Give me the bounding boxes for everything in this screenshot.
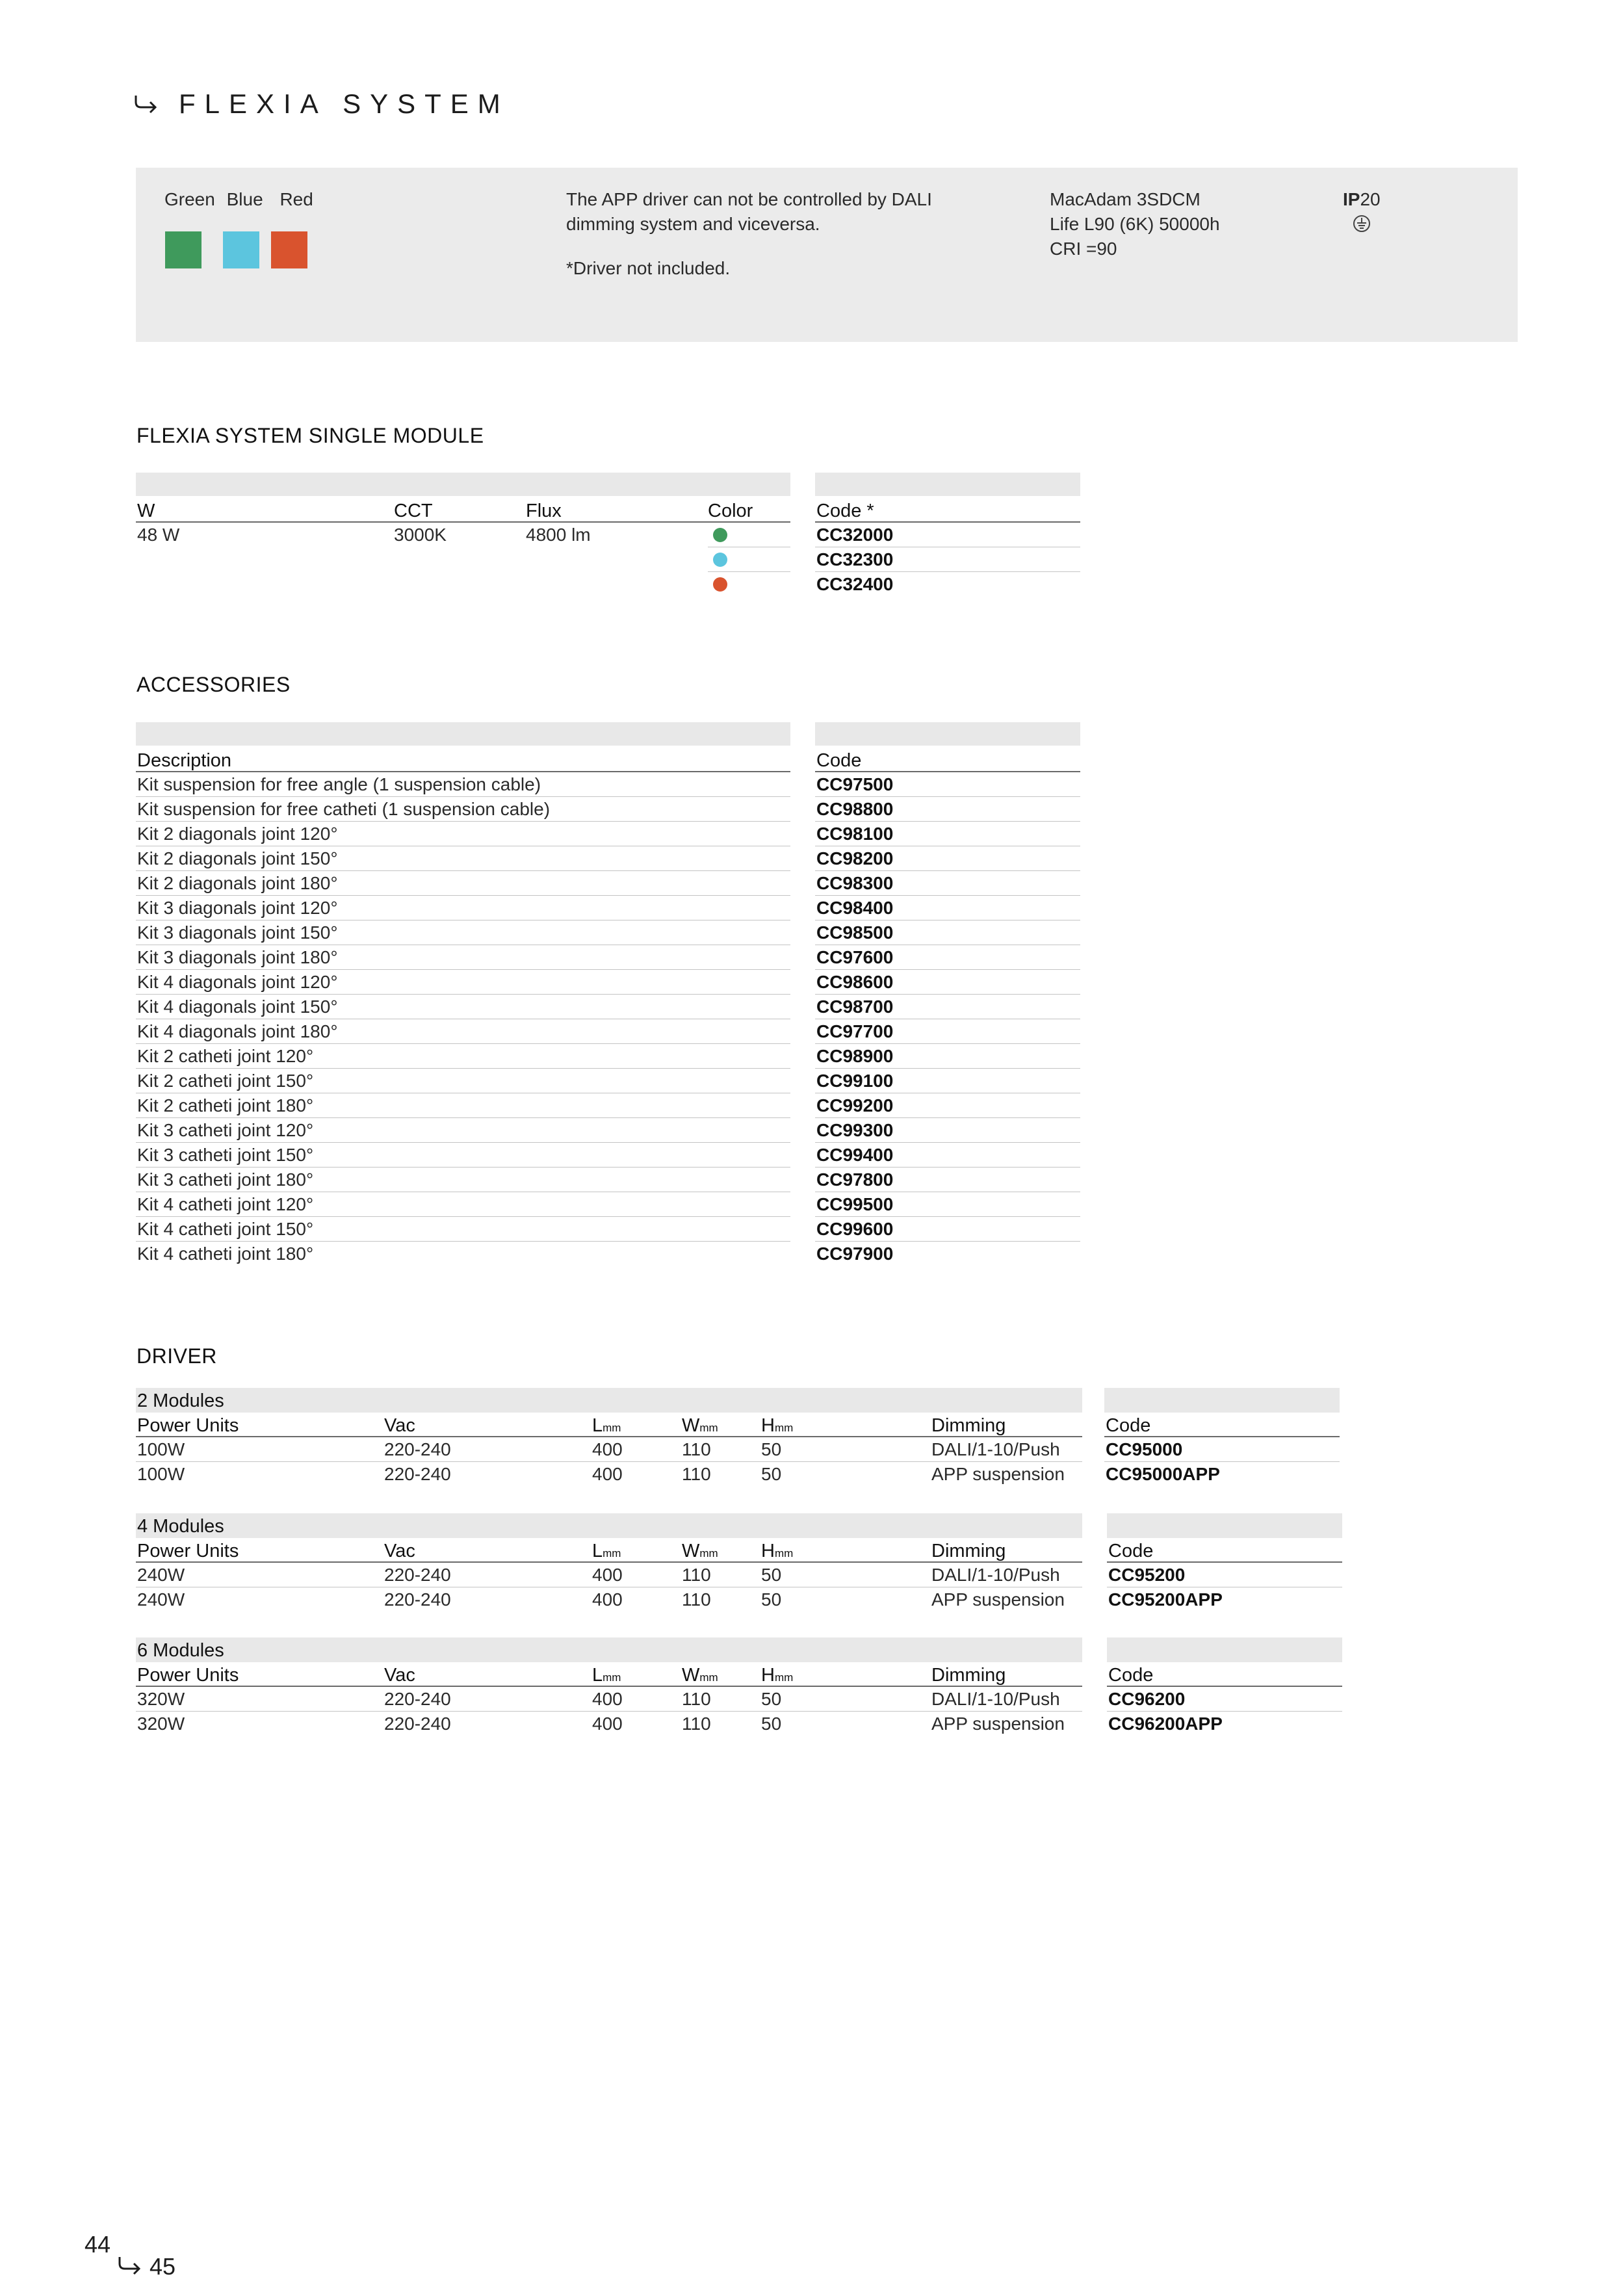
code-cell: CC32400 [816, 574, 894, 594]
code-cell: CC98600 [815, 970, 1080, 995]
cell-h: 50 [761, 1589, 782, 1610]
page-title: FLEXIA SYSTEM [179, 88, 510, 119]
cell-dimming: DALI/1-10/Push [931, 1565, 1060, 1585]
color-dots [708, 523, 790, 597]
cell-power: 100W [137, 1439, 185, 1459]
table-row: Kit suspension for free angle (1 suspension cable) [136, 772, 790, 797]
table-row: Kit 4 diagonals joint 120° [136, 970, 790, 995]
code-cell: CC98800 [815, 797, 1080, 822]
unit-label: mm [603, 1422, 621, 1434]
code-cell: CC96200 [1107, 1687, 1342, 1712]
info-panel [136, 168, 1518, 342]
cell-h: 50 [761, 1464, 782, 1484]
single-module-code-bar [815, 473, 1080, 496]
cell-vac: 220-240 [384, 1439, 451, 1459]
code-cell: CC95200 [1107, 1563, 1342, 1587]
cell-vac: 220-240 [384, 1714, 451, 1734]
cell-w: 110 [682, 1439, 711, 1459]
code-cell: CC95000 [1104, 1437, 1340, 1462]
swatch-blue [223, 231, 259, 268]
code-cell: CC98700 [815, 995, 1080, 1019]
code-cell: CC97500 [815, 772, 1080, 797]
light-specs: MacAdam 3SDCM Life L90 (6K) 50000h CRI =90 [1050, 189, 1220, 259]
single-module-bar [136, 473, 790, 496]
cell-power: 320W [137, 1714, 185, 1734]
header-w-letter: W [682, 1665, 700, 1686]
code-cell: CC95200APP [1108, 1589, 1223, 1610]
header-vac: Vac [384, 1541, 415, 1561]
table-row: Kit 3 catheti joint 150° [136, 1143, 790, 1168]
code-header: Code [1107, 1662, 1342, 1687]
code-cell: CC98100 [815, 822, 1080, 846]
cell-l: 400 [592, 1565, 623, 1585]
page-number-left: 44 [84, 2231, 111, 2258]
header-vac: Vac [384, 1415, 415, 1436]
cell-w: 110 [682, 1714, 711, 1734]
unit-label: mm [774, 1671, 794, 1684]
header-power: Power Units [137, 1541, 239, 1561]
table-row [136, 1712, 1082, 1736]
code-cell: CC98200 [815, 846, 1080, 871]
driver-not-included: *Driver not included. [566, 258, 731, 278]
header-dimming: Dimming [931, 1415, 1006, 1436]
accessories-table [136, 748, 790, 1266]
driver-code-bar [1107, 1513, 1342, 1538]
cell-vac: 220-240 [384, 1589, 451, 1610]
code-header: Code [1107, 1538, 1342, 1563]
hook-arrow-icon [133, 93, 159, 115]
table-row: Kit suspension for free catheti (1 suspension cable) [136, 797, 790, 822]
accessories-code-bar [815, 722, 1080, 746]
header-h-letter: H [761, 1541, 775, 1561]
cell-w: 110 [682, 1689, 711, 1709]
swatch-red [271, 231, 307, 268]
cell-h: 50 [761, 1714, 782, 1734]
table-row: Kit 4 catheti joint 150° [136, 1217, 790, 1242]
table-row [136, 1687, 1082, 1712]
accessories-title: ACCESSORIES [136, 673, 291, 696]
table-row: Kit 3 diagonals joint 120° [136, 896, 790, 920]
table-row: Kit 3 diagonals joint 150° [136, 920, 790, 945]
table-row: Kit 4 catheti joint 180° [137, 1244, 314, 1264]
table-row: 48 W 3000K 4800 lm [137, 525, 591, 545]
code-cell: CC98400 [815, 896, 1080, 920]
cell-l: 400 [592, 1714, 623, 1734]
driver-group-label: 2 Modules [136, 1388, 1082, 1413]
unit-label: mm [603, 1671, 621, 1684]
unit-label: mm [699, 1547, 718, 1559]
table-row: Kit 3 catheti joint 120° [136, 1118, 790, 1143]
cell-l: 400 [592, 1439, 623, 1459]
cell-vac: 220-240 [384, 1565, 451, 1585]
code-cell: CC97700 [815, 1019, 1080, 1044]
table-row: Kit 4 diagonals joint 180° [136, 1019, 790, 1044]
dot-green [713, 528, 727, 542]
cell-w: 110 [682, 1464, 711, 1484]
description-header: Description [136, 748, 790, 772]
cell-dimming: DALI/1-10/Push [931, 1439, 1060, 1459]
table-row: Kit 3 diagonals joint 180° [136, 945, 790, 970]
header-dimming: Dimming [931, 1665, 1006, 1686]
color-labels [164, 187, 313, 212]
page-number-right: 45 [149, 2253, 176, 2280]
color-label-blue: Blue [226, 189, 263, 209]
code-header: Code * [815, 498, 1080, 523]
cell-w: 110 [682, 1589, 711, 1610]
header-dimming: Dimming [931, 1541, 1006, 1561]
driver-title: DRIVER [136, 1344, 217, 1368]
driver-table-header [136, 1538, 1082, 1563]
hook-arrow-icon [117, 2254, 143, 2276]
driver-table-header [136, 1413, 1082, 1437]
page-header [133, 88, 510, 120]
code-header: Code [815, 748, 1080, 772]
code-cell: CC99600 [815, 1217, 1080, 1242]
header-power: Power Units [137, 1415, 239, 1436]
code-cell: CC99100 [815, 1069, 1080, 1093]
dot-blue [713, 553, 727, 567]
table-row [136, 1437, 1082, 1462]
table-row [136, 1563, 1082, 1587]
cell-h: 50 [761, 1689, 782, 1709]
driver-group-label: 4 Modules [136, 1513, 1082, 1538]
table-row [136, 1462, 1082, 1487]
accessories-codes [815, 748, 1080, 1266]
driver-group-label: 6 Modules [136, 1637, 1082, 1662]
ip-rating: IP20 [1343, 189, 1381, 209]
code-cell: CC98300 [815, 871, 1080, 896]
cell-power: 240W [137, 1565, 185, 1585]
cell-power: 100W [137, 1464, 185, 1484]
table-row: Kit 3 catheti joint 180° [136, 1168, 790, 1192]
unit-label: mm [774, 1422, 794, 1434]
cell-power: 240W [137, 1589, 185, 1610]
table-row [136, 1587, 1082, 1612]
code-cell: CC97900 [816, 1244, 894, 1264]
cell-dimming: APP suspension [931, 1464, 1065, 1484]
code-cell: CC95000APP [1106, 1464, 1220, 1484]
code-cell: CC98900 [815, 1044, 1080, 1069]
table-row: Kit 2 catheti joint 150° [136, 1069, 790, 1093]
table-row: Kit 4 catheti joint 120° [136, 1192, 790, 1217]
header-l-letter: L [592, 1415, 603, 1436]
unit-label: mm [774, 1547, 794, 1559]
table-row: Kit 4 diagonals joint 150° [136, 995, 790, 1019]
driver-table-header [136, 1662, 1082, 1687]
cell-vac: 220-240 [384, 1464, 451, 1484]
dot-red [713, 577, 727, 592]
cell-dimming: APP suspension [931, 1714, 1065, 1734]
code-cell: CC99500 [815, 1192, 1080, 1217]
code-list [815, 772, 1080, 1266]
header-w-letter: W [682, 1415, 700, 1436]
code-cell: CC96200APP [1108, 1714, 1223, 1734]
header-h-letter: H [761, 1665, 775, 1686]
cell-vac: 220-240 [384, 1689, 451, 1709]
header-l-letter: L [592, 1665, 603, 1686]
header-vac: Vac [384, 1665, 415, 1686]
code-cell: CC97600 [815, 945, 1080, 970]
code-cell: CC99300 [815, 1118, 1080, 1143]
code-cell: CC97800 [815, 1168, 1080, 1192]
cell-w: 110 [682, 1565, 711, 1585]
unit-label: mm [699, 1422, 718, 1434]
swatch-green [165, 231, 201, 268]
table-row: Kit 2 catheti joint 180° [136, 1093, 790, 1118]
accessories-bar [136, 722, 790, 746]
cell-h: 50 [761, 1439, 782, 1459]
code-header: Code [1104, 1413, 1340, 1437]
single-module-title: FLEXIA SYSTEM SINGLE MODULE [136, 424, 484, 447]
code-cell: CC98500 [815, 920, 1080, 945]
code-cell: CC32000 [815, 523, 1080, 547]
header-h-letter: H [761, 1415, 775, 1436]
unit-label: mm [699, 1671, 718, 1684]
table-row: Kit 2 diagonals joint 150° [136, 846, 790, 871]
cell-dimming: APP suspension [931, 1589, 1065, 1610]
header-w-letter: W [682, 1541, 700, 1561]
driver-note: The APP driver can not be controlled by DALI dimming system and viceversa. *Driver not included. [566, 187, 932, 281]
code-cell: CC99400 [815, 1143, 1080, 1168]
table-header: W CCT Flux Color [136, 498, 790, 523]
code-cell: CC99200 [815, 1093, 1080, 1118]
cell-h: 50 [761, 1565, 782, 1585]
cell-l: 400 [592, 1464, 623, 1484]
single-module-codes [815, 498, 1080, 597]
header-l-letter: L [592, 1541, 603, 1561]
cell-power: 320W [137, 1689, 185, 1709]
header-power: Power Units [137, 1665, 239, 1686]
unit-label: mm [603, 1547, 621, 1559]
driver-code-bar [1107, 1637, 1342, 1662]
cell-l: 400 [592, 1589, 623, 1610]
cell-l: 400 [592, 1689, 623, 1709]
ground-symbol-icon [1353, 215, 1371, 233]
code-cell: CC32300 [815, 547, 1080, 572]
table-row: Kit 2 catheti joint 120° [136, 1044, 790, 1069]
description-list [136, 772, 790, 1266]
cell-dimming: DALI/1-10/Push [931, 1689, 1060, 1709]
color-label-red: Red [279, 189, 313, 209]
table-row: Kit 2 diagonals joint 180° [136, 871, 790, 896]
single-module-table [136, 498, 790, 547]
color-label-green: Green [164, 189, 215, 209]
table-row: Kit 2 diagonals joint 120° [136, 822, 790, 846]
driver-code-bar [1104, 1388, 1340, 1413]
